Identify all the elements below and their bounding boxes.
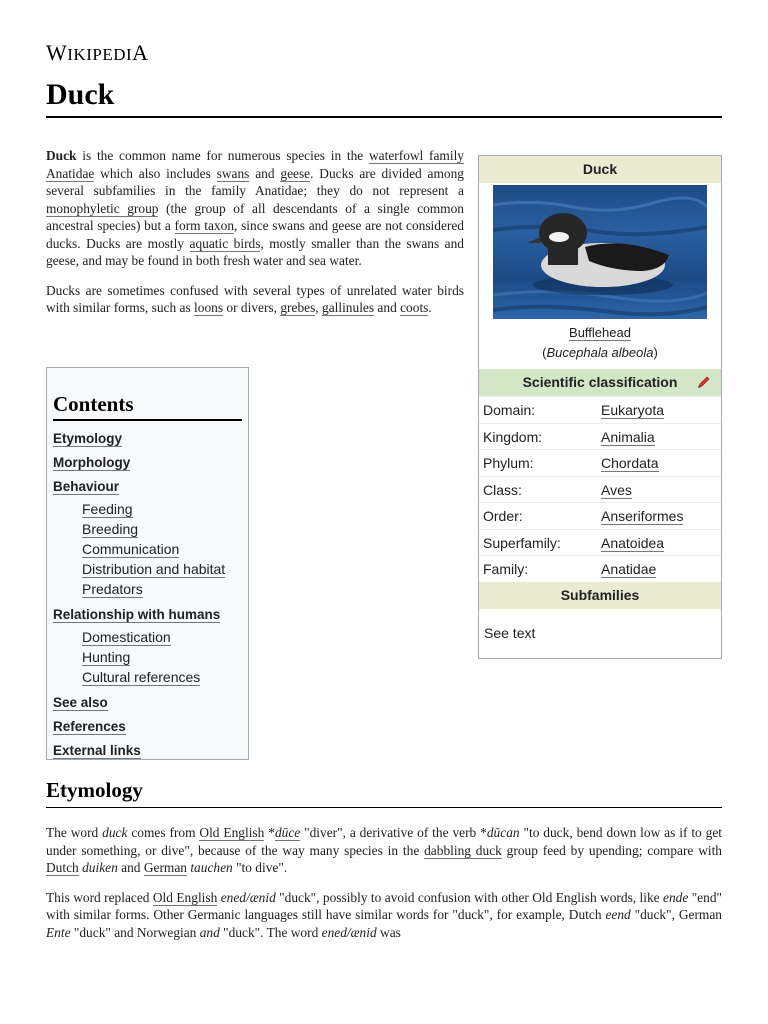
classification-rows	[479, 396, 721, 582]
toc-item[interactable]	[53, 691, 242, 715]
toc-item-label: Predators	[82, 581, 143, 597]
text-span: duiken	[82, 860, 118, 875]
text-span: Ente	[46, 924, 71, 940]
image-caption[interactable]: Bufflehead	[569, 325, 631, 340]
text-span: "end" with similar forms. Other Germanic languages still have similar words for "duck", for example, Dutch	[46, 889, 722, 922]
toc-item[interactable]	[53, 539, 242, 559]
text-span: eend	[605, 907, 631, 922]
see-text: See text	[484, 624, 536, 641]
classification-link[interactable]: Animalia	[601, 428, 655, 445]
toc-item[interactable]	[53, 715, 242, 739]
classification-rank: Phylum:	[483, 455, 534, 471]
text-span: ened/ænid	[321, 924, 377, 940]
toc-item-label: Domestication	[82, 629, 171, 645]
classification-value[interactable]	[601, 450, 659, 476]
classification-row	[479, 423, 721, 450]
inline-link[interactable]: swans	[216, 165, 250, 181]
inline-link[interactable]: grebes	[280, 300, 316, 315]
classification-value[interactable]	[601, 503, 683, 529]
lead-section	[46, 147, 464, 329]
section-divider	[46, 807, 722, 808]
classification-value[interactable]	[601, 477, 632, 503]
inline-link[interactable]: form taxon	[174, 218, 235, 233]
text-span: is the common name for numerous species in the	[76, 148, 369, 163]
toc-item-label: Breeding	[82, 521, 139, 537]
text-span: "diver", a derivative of the verb *	[300, 825, 487, 840]
text-span: "to dive".	[232, 860, 288, 875]
classification-value[interactable]	[601, 556, 656, 582]
text-span: "duck", German	[630, 907, 722, 922]
classification-link[interactable]: Chordata	[601, 455, 659, 471]
text-span: and	[199, 924, 220, 940]
table-of-contents	[46, 367, 249, 760]
wikipedia-logo[interactable]: WIKIPEDIA	[46, 40, 149, 65]
text-span: tauchen	[190, 860, 233, 875]
text-span: , since swans and geese are not considered ducks. Ducks are mostly	[46, 218, 465, 251]
text-span: which also includes	[94, 165, 217, 181]
infobox-title: Duck	[479, 156, 721, 183]
toc-item-label: Morphology	[53, 455, 131, 470]
title-divider	[46, 116, 722, 118]
text-span: Ducks are sometimes confused with several types of unrelated water birds with similar forms, such as	[46, 282, 464, 315]
subfamilies-header: Subfamilies	[479, 582, 721, 609]
classification-link[interactable]: Anatidae	[601, 561, 657, 577]
toc-item[interactable]	[53, 499, 242, 519]
toc-item[interactable]	[53, 579, 242, 599]
etymology-paragraph-2	[46, 889, 722, 942]
toc-item[interactable]	[53, 647, 242, 667]
section-heading-etymology: Etymology	[46, 778, 143, 802]
text-span: "duck", possibly to avoid confusion with other Old English words, like	[275, 889, 664, 905]
text-span: ende	[663, 889, 689, 905]
text-span: was	[376, 924, 401, 940]
toc-item[interactable]	[53, 451, 242, 475]
toc-item[interactable]	[53, 519, 242, 539]
classification-rank: Class:	[483, 481, 522, 498]
etymology-section	[46, 824, 722, 953]
inline-link[interactable]: aquatic birds	[189, 235, 261, 251]
classification-row	[479, 555, 721, 582]
text-span: *	[264, 825, 275, 840]
classification-row	[479, 502, 721, 529]
toc-item-label: Communication	[82, 541, 180, 557]
classification-value[interactable]	[601, 397, 664, 423]
toc-item[interactable]	[53, 603, 242, 627]
classification-rank: Kingdom:	[483, 428, 543, 445]
text-span: .	[428, 300, 432, 315]
text-span: ened/ænid	[220, 889, 276, 905]
lead-paragraph-2	[46, 282, 464, 317]
classification-row	[479, 476, 721, 503]
classification-rank: Domain:	[483, 402, 536, 418]
pencil-icon[interactable]	[697, 375, 711, 389]
classification-link[interactable]: Anatoidea	[601, 534, 665, 551]
text-span: (the group of all descendants of a single common ancestral species) but a	[46, 200, 464, 233]
text-span: or divers,	[223, 300, 281, 315]
text-span: "duck" and Norwegian	[70, 924, 200, 940]
toc-item[interactable]	[53, 475, 242, 499]
classification-link[interactable]: Aves	[601, 481, 632, 498]
text-span: The word	[46, 825, 103, 840]
page-title: Duck	[46, 78, 115, 111]
toc-item-label: Distribution and habitat	[82, 561, 226, 577]
toc-item[interactable]	[53, 627, 242, 647]
toc-item-label: Etymology	[53, 431, 123, 446]
inline-link[interactable]: gallinules	[322, 300, 375, 315]
bufflehead-photo[interactable]	[493, 185, 707, 319]
classification-row	[479, 449, 721, 476]
inline-link[interactable]: geese	[280, 165, 311, 181]
inline-link[interactable]: Old English	[199, 825, 265, 840]
scientific-classification-header: Scientific classification	[479, 369, 721, 396]
text-span: "to duck, bend down low as if to get under something, or dive", because of the way many species in the	[46, 825, 722, 858]
toc-item[interactable]	[53, 667, 242, 687]
classification-row	[479, 396, 721, 423]
text-span: dūcan	[486, 825, 520, 840]
text-span: This word replaced	[46, 889, 153, 905]
inline-link[interactable]: Old English	[152, 889, 218, 905]
inline-link[interactable]: dūce	[274, 825, 301, 840]
classification-rank: Family:	[483, 561, 529, 577]
text-span: . Ducks are divided among several subfamilies in the family Anatidae; they do not represent a	[46, 165, 464, 198]
classification-value[interactable]	[601, 530, 664, 556]
toc-list	[53, 427, 242, 763]
text-span: Duck	[46, 148, 77, 163]
infobox	[478, 155, 722, 659]
text-span: comes from	[127, 825, 200, 840]
text-span: , mostly smaller than the swans and geese, and may be found in both fresh water and sea water.	[46, 235, 464, 268]
toc-item[interactable]	[53, 559, 242, 579]
duck-illustration	[493, 185, 707, 319]
toc-item-label: References	[53, 719, 126, 734]
classification-link[interactable]: Eukaryota	[601, 402, 665, 418]
classification-value[interactable]	[601, 424, 655, 450]
inline-link[interactable]: waterfowl family Anatidae	[46, 148, 464, 181]
text-span: duck	[102, 825, 128, 840]
classification-row	[479, 529, 721, 556]
text-span: and	[117, 860, 144, 875]
etymology-paragraph-1	[46, 824, 722, 877]
toc-item-label: See also	[53, 695, 108, 710]
text-span: and	[249, 165, 281, 181]
classification-rank: Order:	[483, 508, 523, 524]
toc-item-label: Hunting	[82, 649, 131, 665]
inline-link[interactable]: dabbling duck	[424, 842, 502, 858]
inline-link[interactable]: monophyletic group	[46, 200, 159, 216]
toc-item-label: Behaviour	[53, 479, 120, 494]
toc-item-label: External links	[53, 743, 141, 758]
binomial-name: (Bucephala albeola)	[542, 345, 658, 360]
classification-link[interactable]: Anseriformes	[601, 508, 684, 524]
inline-link[interactable]: German	[143, 860, 187, 875]
lead-paragraph-1	[46, 147, 464, 270]
text-span: ,	[315, 300, 322, 315]
toc-item[interactable]	[53, 739, 242, 763]
toc-item-label: Cultural references	[82, 669, 201, 685]
classification-rank: Superfamily:	[483, 534, 561, 551]
toc-title: Contents	[53, 392, 242, 421]
inline-link[interactable]: coots	[400, 300, 429, 315]
toc-item-label: Feeding	[82, 501, 133, 517]
toc-item-label: Relationship with humans	[53, 607, 221, 622]
inline-link[interactable]: loons	[194, 300, 224, 315]
text-span: "duck". The word	[219, 924, 322, 940]
inline-link[interactable]: Dutch	[46, 860, 79, 875]
text-span: group feed by upending; compare with	[501, 842, 723, 858]
text-span: and	[374, 300, 401, 315]
toc-item[interactable]	[53, 427, 242, 451]
